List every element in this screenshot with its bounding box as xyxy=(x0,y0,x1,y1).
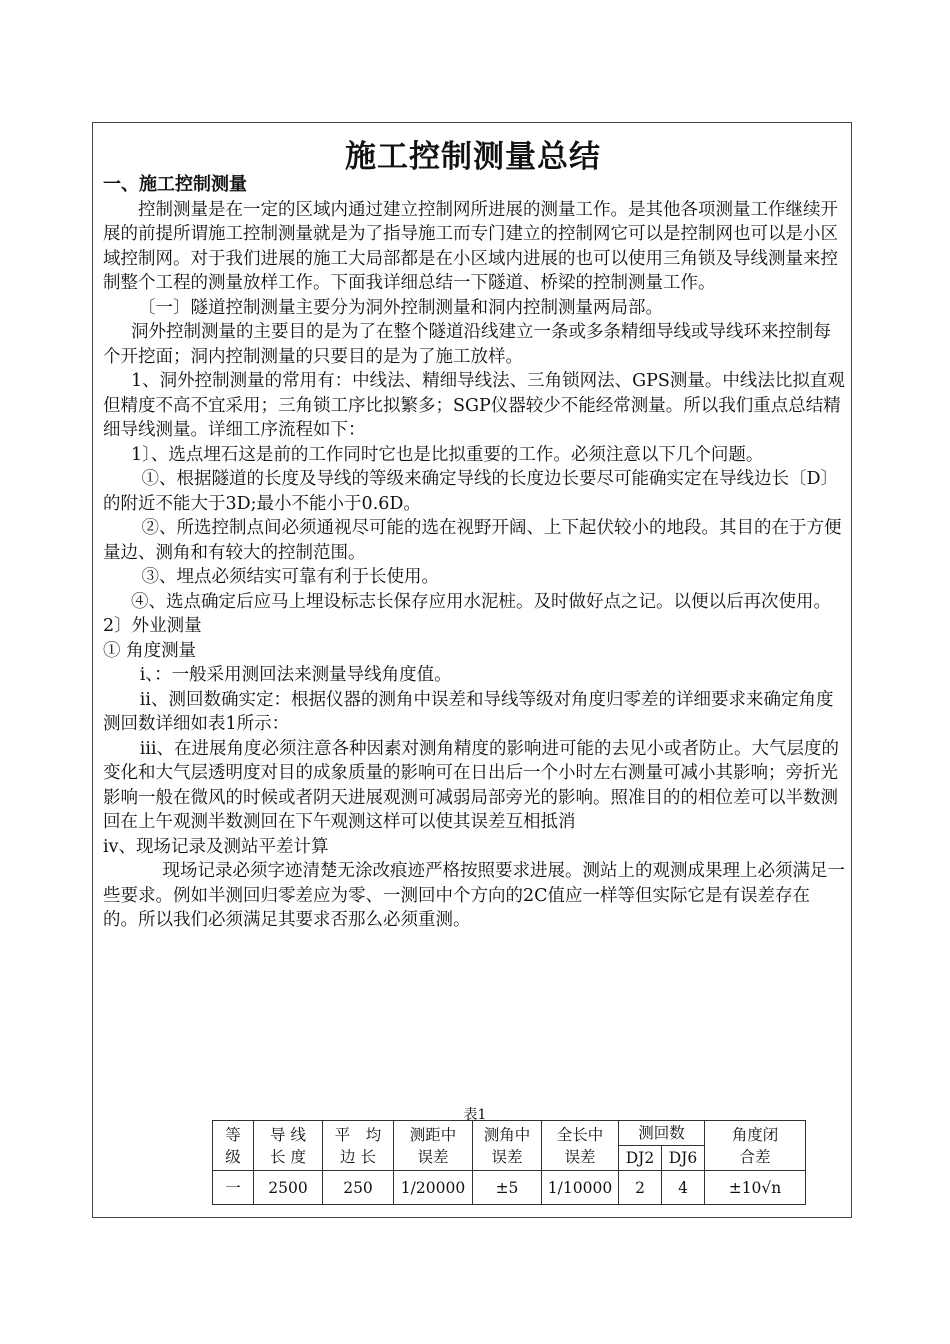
header-length: 导 线 长 度 xyxy=(254,1121,323,1171)
header-dj6: DJ6 xyxy=(662,1146,705,1171)
document-frame xyxy=(92,122,852,1218)
paragraph-recording: 现场记录必须字迹清楚无涂改痕迹严格按照要求进展。测站上的观测成果理上必须满足一些要求。例如半测回归零差应为零、一测回中个方向的2C值应一样等但实际它是有误差存在的。所以我们必须满足其要求否那么必须重测。 xyxy=(103,861,845,930)
cell-full-error: 1/10000 xyxy=(542,1171,619,1205)
header-full-error: 全长中 误差 xyxy=(542,1121,619,1171)
paragraph-point-2: ②、所选控制点间必须通视尽可能的选在视野开阔、上下起伏较小的地段。其目的在于方便量边、测角和有较大的控制范围。 xyxy=(103,518,842,563)
subheading-angle: ① 角度测量 xyxy=(103,640,197,661)
section-heading: 一、施工控制测量 xyxy=(103,174,247,195)
paragraph-intro: 控制测量是在一定的区域内通过建立控制网所进展的测量工作。是其他各项测量工作继续开展的前提所谓施工控制测量就是为了指导施工而专门建立的控制网它可以是控制网也可以是小区域控制网。对于我们进展的施工大局部都是在小区域内进展的也可以使用三角锁及导线测量来控制整个工程的测量放样工作。下面我详细总结一下隧道、桥梁的控制测量工作。 xyxy=(103,199,838,293)
table-row xyxy=(213,1171,806,1205)
subheading-field-survey: 2〕外业测量 xyxy=(103,616,202,636)
header-dist-error: 测距中 误差 xyxy=(394,1121,473,1171)
cell-dj2: 2 xyxy=(619,1171,662,1205)
paragraph-angle-iv: ⅳ、现场记录及测站平差计算 xyxy=(103,836,329,857)
paragraph-angle-iii: ⅲ、在进展角度必须注意各种因素对测角精度的影响进可能的去见小或者防止。大气层度的变化和大气层透明度对目的成象质量的影响可在日出后一个小时左右测量可减小其影响；旁折光影响一般在微风的时候或者阴天进展观测可减弱局部旁光的影响。照准目的的相位差可以半数测回在上午观测半数测回在下午观测这样可以使其误差互相抵消 xyxy=(103,738,840,832)
cell-grade: 一 xyxy=(213,1171,254,1205)
table-header-row xyxy=(213,1121,806,1146)
paragraph-point-3: ③、埋点必须结实可靠有利于长使用。 xyxy=(141,567,439,587)
cell-avg-side: 250 xyxy=(323,1171,394,1205)
cell-dist-error: 1/20000 xyxy=(394,1171,473,1205)
cell-dj6: 4 xyxy=(662,1171,705,1205)
header-rounds: 测回数 xyxy=(619,1121,705,1146)
header-closure: 角度闭 合差 xyxy=(705,1121,806,1171)
paragraph-angle-i: ⅰ、：一般采用测回法来测量导线角度值。 xyxy=(139,665,452,685)
cell-length: 2500 xyxy=(254,1171,323,1205)
paragraph-site-selection: 1〕、选点埋石这是前的工作同时它也是比拟重要的工作。必须注意以下几个问题。 xyxy=(131,444,764,465)
header-dj2: DJ2 xyxy=(619,1146,662,1171)
table-caption: 表1 xyxy=(463,1107,487,1123)
paragraph-methods: 1、洞外控制测量的常用有：中线法、精细导线法、三角锁网法、GPS测量。中线法比拟直观但精度不高不宜采用；三角锁工序比拟繁多；SGP仪器较少不能经常测量。所以我们重点总结精细导线测量。详细工序流程如下： xyxy=(103,371,845,440)
header-grade: 等 级 xyxy=(213,1121,254,1171)
document-title: 施工控制测量总结 xyxy=(345,139,601,175)
paragraph-outer-control: 洞外控制测量的主要目的是为了在整个隧道沿线建立一条或多条精细导线或导线环来控制每个开挖面；洞内控制测量的只要目的是为了施工放样。 xyxy=(103,322,831,367)
paragraph-tunnel: 〔一〕隧道控制测量主要分为洞外控制测量和洞内控制测量两局部。 xyxy=(138,297,663,318)
cell-closure: ±10√n xyxy=(705,1171,806,1205)
header-avg-side: 平 均 边 长 xyxy=(323,1121,394,1171)
cell-angle-error: ±5 xyxy=(473,1171,542,1205)
measurement-table xyxy=(212,1120,806,1205)
paragraph-angle-ii: ⅱ、测回数确实定：根据仪器的测角中误差和导线等级对角度归零差的详细要求来确定角度测回数详细如表1所示： xyxy=(103,689,834,734)
paragraph-point-4: ④、选点确定后应马上埋设标志长保存应用水泥桩。及时做好点之记。以便以后再次使用。 xyxy=(131,591,831,612)
header-angle-error: 测角中 误差 xyxy=(473,1121,542,1171)
paragraph-point-1: ①、根据隧道的长度及导线的等级来确定导线的长度边长要尽可能确实定在导线边长〔D〕的附近不能大于3D;最小不能小于0.6D。 xyxy=(103,469,839,514)
document-body xyxy=(103,173,845,933)
